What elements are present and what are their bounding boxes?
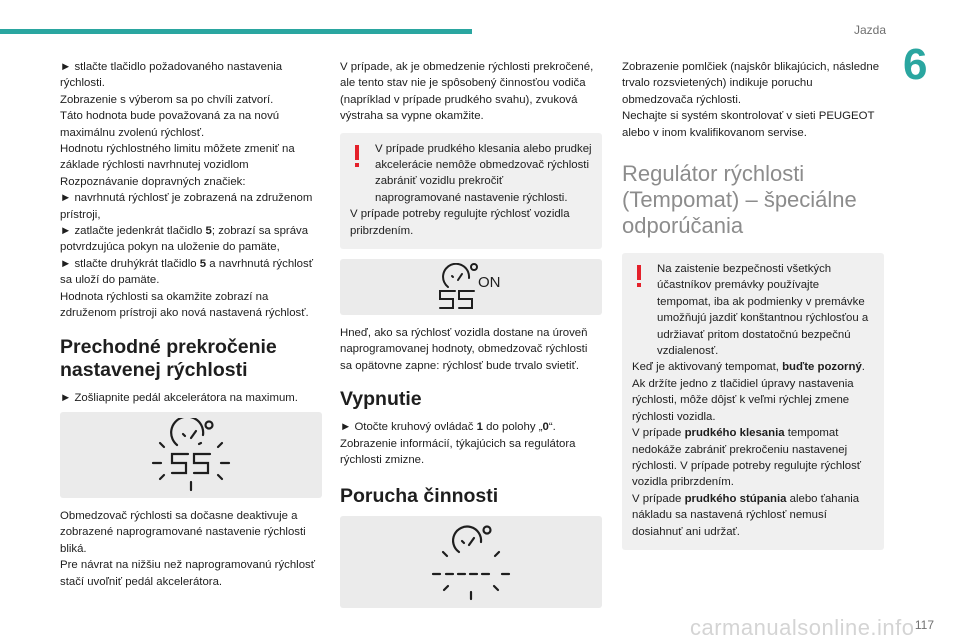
- paragraph: ► navrhnutá rýchlosť je zobrazená na združenom prístroji,: [60, 192, 313, 221]
- section-heading-fault: Porucha činnosti: [340, 484, 499, 507]
- text-run: ► stlačte druhýkrát tlačidlo: [60, 257, 200, 270]
- text-run: ► zatlačte jedenkrát tlačidlo: [60, 225, 206, 238]
- speed-limiter-fault-icon: [431, 522, 511, 602]
- warning-text: Na zaistenie bezpečnosti všetkých účastníkov premávky používajte tempomat, iba ak podmienky v premávke umožňujú jazdiť konštantnou rýchlosťou a udržiavať pritom dostatočnú bezpečnú vzdialenosť.: [657, 263, 869, 358]
- emphasis: buďte pozorný: [782, 361, 862, 374]
- section-heading-off: Vypnutie: [340, 388, 422, 411]
- text-run: Keď je aktivovaný tempomat,: [632, 361, 783, 374]
- text-run: V prípade: [632, 427, 685, 440]
- paragraph: Pre návrat na nižšiu než naprogramovanú rýchlosť stačí uvoľniť pedál akcelerátora.: [60, 559, 315, 588]
- page-number: 117: [914, 618, 934, 632]
- speed-limiter-on-icon: [436, 263, 506, 311]
- chapter-number: 6: [903, 40, 928, 89]
- paragraph: Hneď, ako sa rýchlosť vozidla dostane na úroveň naprogramovanej hodnoty, obmedzovač rýchlosti sa opätovne zapne: rýchlosť bude trvalo svietiť.: [340, 327, 588, 372]
- top-accent-bar: [0, 29, 472, 34]
- position-ref: 0: [542, 421, 549, 434]
- paragraph: Táto hodnota bude považovaná za na novú maximálnu zvolenú rýchlosť.: [60, 110, 280, 139]
- paragraph: Obmedzovač rýchlosti sa dočasne deaktivuje a zobrazené naprogramované nastavenie rýchlosti bliká.: [60, 509, 306, 555]
- paragraph: ► Zošliapnite pedál akcelerátora na maximum.: [60, 391, 298, 404]
- text-run: do polohy „: [482, 421, 543, 434]
- illustration-panel: [60, 412, 322, 498]
- emphasis: prudkého klesania: [684, 427, 785, 440]
- on-label: ON: [478, 274, 501, 292]
- section-heading-cruise: Regulátor rýchlosti (Tempomat) – špeciálne odporúčania: [622, 161, 857, 239]
- text-run: .: [861, 361, 865, 374]
- chapter-name: Jazda: [853, 23, 886, 37]
- warning-text: V prípade potreby regulujte rýchlosť vozidla pribrzdením.: [350, 208, 570, 237]
- text-run: a navrhnutá rýchlosť sa uloží do pamäte.: [60, 257, 313, 287]
- button-ref: 5: [199, 257, 207, 270]
- illustration-panel: [340, 516, 602, 608]
- emphasis: prudkého stúpania: [684, 492, 787, 505]
- control-ref: 1: [476, 421, 483, 434]
- warning-box: [340, 133, 602, 249]
- paragraph: [340, 419, 602, 435]
- warning-text: [632, 359, 874, 375]
- paragraph: [60, 256, 322, 289]
- warning-text: V prípade prudkého klesania alebo prudkej akcelerácie nemôže obmedzovač rýchlosti zabrániť vozidlu prekročiť naprogramované nastavenie rýchlosti.: [375, 142, 592, 204]
- text-run: “.: [548, 421, 556, 434]
- paragraph: [60, 223, 322, 256]
- text-run: ; zobrazí sa správa potvrdzujúca pokyn na uloženie do pamäte,: [60, 225, 309, 254]
- watermark: carmanualsonline.info: [690, 615, 915, 640]
- paragraph: Zobrazenie pomlčiek (najskôr blikajúcich, následne trvalo rozsvietených) indikuje poruchu obmedzovača rýchlosti.: [622, 61, 880, 106]
- text-run: ► Otočte kruhový ovládač: [340, 421, 477, 434]
- warning-text: Ak držíte jedno z tlačidiel úpravy nastavenia rýchlosti, môže dôjsť k veľmi rýchlej zmene rýchlosti vozidla.: [632, 377, 854, 423]
- warning-box: [622, 253, 884, 550]
- text-run: V prípade: [632, 492, 685, 505]
- warning-text: [632, 425, 874, 491]
- paragraph: V prípade, ak je obmedzenie rýchlosti prekročené, ale tento stav nie je spôsobený činnosťou vodiča (napríklad v prípade prudkého svahu), zvuková výstraha sa vypne okamžite.: [340, 61, 594, 123]
- warning-exclamation-icon: [636, 265, 642, 287]
- column-2: [340, 59, 602, 608]
- text-run: alebo ťahania nákladu sa nastavená rýchlosť nemusí dosiahnuť ani udržať.: [632, 492, 860, 538]
- paragraph: Zobrazenie s výberom sa po chvíli zatvorí.: [60, 93, 274, 106]
- column-3: [622, 59, 884, 550]
- paragraph: ► stlačte tlačidlo požadovaného nastavenia rýchlosti.: [60, 61, 283, 90]
- button-ref: 5: [205, 225, 212, 238]
- warning-text: [632, 491, 874, 540]
- paragraph: Zobrazenie informácií, týkajúcich sa regulátora rýchlosti zmizne.: [340, 437, 576, 467]
- section-heading-exceed: Prechodné prekročenie nastavenej rýchlosti: [60, 335, 277, 381]
- paragraph: Hodnota rýchlosti sa okamžite zobrazí na združenom prístroji ako nová nastavená rýchlosť.: [60, 290, 309, 320]
- speed-limiter-blinking-icon: [151, 418, 231, 492]
- warning-exclamation-icon: [354, 145, 360, 167]
- column-1: [60, 59, 322, 590]
- paragraph: Hodnotu rýchlostného limitu môžete zmeniť na základe rýchlosti navrhnutej vozidlom Rozpoznávanie dopravných značiek:: [60, 143, 295, 188]
- text-run: tempomat nedokáže zabrániť prekročeniu nastavenej rýchlosti. V prípade potreby regulujte rýchlosť vozidla pribrzdením.: [632, 427, 862, 489]
- illustration-panel: [340, 259, 602, 315]
- paragraph: Nechajte si systém skontrolovať v sieti PEUGEOT alebo v inom kvalifikovanom servise.: [622, 110, 875, 139]
